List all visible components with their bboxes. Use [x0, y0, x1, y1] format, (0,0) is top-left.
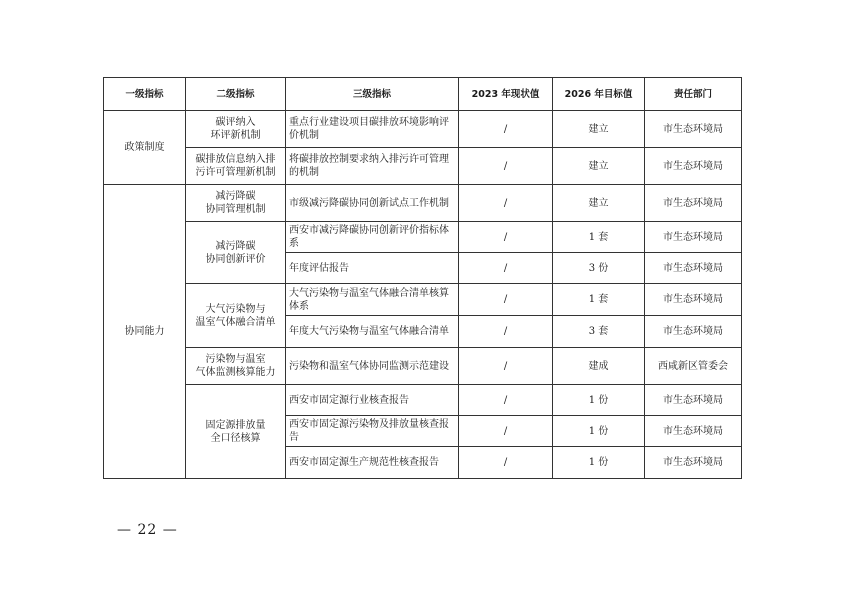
- level2-cell: 减污降碳 协同创新评价: [186, 222, 286, 284]
- target-value-cell: 建立: [553, 111, 645, 148]
- col-header-level3: 三级指标: [286, 78, 459, 111]
- col-header-target: 2026 年目标值: [553, 78, 645, 111]
- current-value-cell: /: [459, 111, 553, 148]
- level2-cell: 大气污染物与 温室气体融合清单: [186, 284, 286, 348]
- col-header-current: 2023 年现状值: [459, 78, 553, 111]
- current-value-cell: /: [459, 416, 553, 447]
- dept-cell: 西咸新区管委会: [645, 348, 742, 385]
- dept-cell: 市生态环境局: [645, 222, 742, 253]
- level3-cell: 西安市固定源行业核查报告: [286, 385, 459, 416]
- current-value-cell: /: [459, 253, 553, 284]
- level3-cell: 西安市减污降碳协同创新评价指标体系: [286, 222, 459, 253]
- level1-cell: 政策制度: [104, 111, 186, 185]
- table-row: [104, 111, 742, 148]
- current-value-cell: /: [459, 284, 553, 316]
- current-value-cell: /: [459, 385, 553, 416]
- page-number: — 22 —: [117, 522, 178, 538]
- dept-cell: 市生态环境局: [645, 316, 742, 348]
- level2-cell: 污染物与温室 气体监测核算能力: [186, 348, 286, 385]
- target-value-cell: 1 套: [553, 284, 645, 316]
- target-value-cell: 3 套: [553, 316, 645, 348]
- level3-cell: 西安市固定源污染物及排放量核查报告: [286, 416, 459, 447]
- dept-cell: 市生态环境局: [645, 148, 742, 185]
- table-row: [104, 222, 742, 253]
- current-value-cell: /: [459, 348, 553, 385]
- table-row: [104, 148, 742, 185]
- table-row: [104, 284, 742, 316]
- current-value-cell: /: [459, 222, 553, 253]
- level3-cell: 污染物和温室气体协同监测示范建设: [286, 348, 459, 385]
- level2-cell: 减污降碳 协同管理机制: [186, 185, 286, 222]
- target-value-cell: 1 套: [553, 222, 645, 253]
- table-row: [104, 348, 742, 385]
- dept-cell: 市生态环境局: [645, 447, 742, 479]
- dept-cell: 市生态环境局: [645, 185, 742, 222]
- level3-cell: 西安市固定源生产规范性核查报告: [286, 447, 459, 479]
- level3-cell: 将碳排放控制要求纳入排污许可管理的机制: [286, 148, 459, 185]
- target-value-cell: 建立: [553, 185, 645, 222]
- dept-cell: 市生态环境局: [645, 385, 742, 416]
- level3-cell: 年度大气污染物与温室气体融合清单: [286, 316, 459, 348]
- level2-cell: 碳评纳入 环评新机制: [186, 111, 286, 148]
- level3-cell: 重点行业建设项目碳排放环境影响评价机制: [286, 111, 459, 148]
- level2-cell: 碳排放信息纳入排 污许可管理新机制: [186, 148, 286, 185]
- table-row: [104, 385, 742, 416]
- header-row: [104, 78, 742, 111]
- target-value-cell: 建成: [553, 348, 645, 385]
- col-header-level2: 二级指标: [186, 78, 286, 111]
- indicator-table: [103, 77, 742, 479]
- level3-cell: 大气污染物与温室气体融合清单核算体系: [286, 284, 459, 316]
- dept-cell: 市生态环境局: [645, 284, 742, 316]
- current-value-cell: /: [459, 447, 553, 479]
- target-value-cell: 1 份: [553, 385, 645, 416]
- current-value-cell: /: [459, 148, 553, 185]
- dept-cell: 市生态环境局: [645, 253, 742, 284]
- target-value-cell: 建立: [553, 148, 645, 185]
- level1-cell: 协同能力: [104, 185, 186, 479]
- current-value-cell: /: [459, 185, 553, 222]
- dept-cell: 市生态环境局: [645, 111, 742, 148]
- level2-cell: 固定源排放量 全口径核算: [186, 385, 286, 479]
- level3-cell: 年度评估报告: [286, 253, 459, 284]
- target-value-cell: 1 份: [553, 447, 645, 479]
- target-value-cell: 3 份: [553, 253, 645, 284]
- col-header-level1: 一级指标: [104, 78, 186, 111]
- dept-cell: 市生态环境局: [645, 416, 742, 447]
- table-row: [104, 185, 742, 222]
- col-header-dept: 责任部门: [645, 78, 742, 111]
- level3-cell: 市级减污降碳协同创新试点工作机制: [286, 185, 459, 222]
- target-value-cell: 1 份: [553, 416, 645, 447]
- current-value-cell: /: [459, 316, 553, 348]
